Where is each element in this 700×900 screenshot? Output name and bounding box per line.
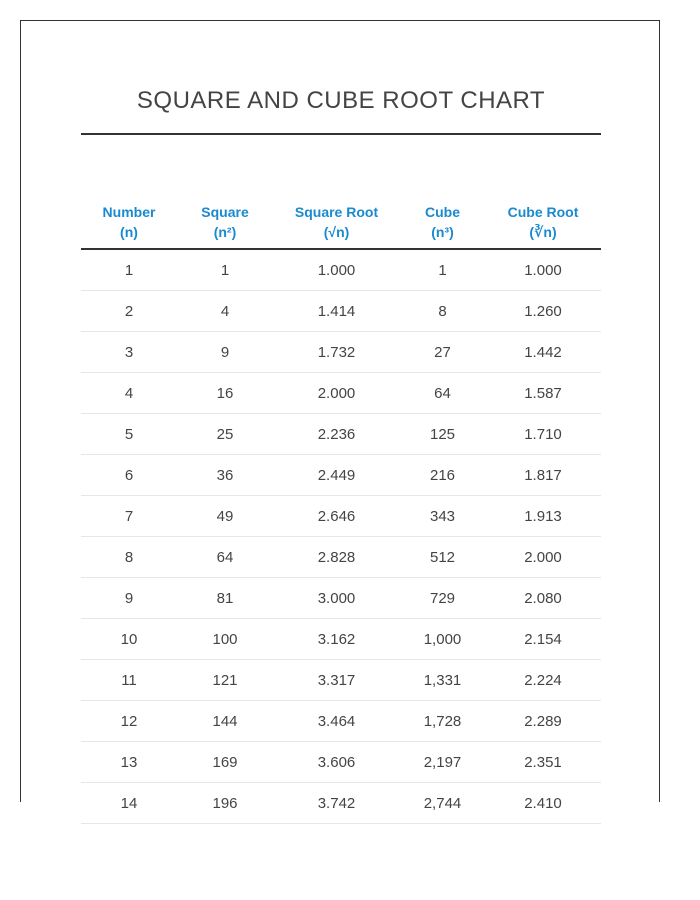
cell-cube-root: 1.260 bbox=[485, 291, 601, 332]
cell-number: 11 bbox=[81, 660, 177, 701]
column-header-notation: (√n) bbox=[323, 224, 350, 240]
cell-cube-root: 1.817 bbox=[485, 455, 601, 496]
cell-square-root: 2.646 bbox=[273, 496, 400, 537]
column-header-notation: (n³) bbox=[431, 224, 454, 240]
cell-square-root: 1.000 bbox=[273, 249, 400, 291]
table-header-row bbox=[81, 196, 601, 249]
column-header-label: Square Root bbox=[294, 204, 379, 220]
cell-square-root: 2.236 bbox=[273, 414, 400, 455]
column-header-label: Cube bbox=[425, 204, 460, 220]
cell-cube: 216 bbox=[400, 455, 485, 496]
cell-cube-root: 2.351 bbox=[485, 742, 601, 783]
table-row bbox=[81, 496, 601, 537]
cell-cube: 512 bbox=[400, 537, 485, 578]
cell-cube-root: 1.442 bbox=[485, 332, 601, 373]
cell-square-root: 3.317 bbox=[273, 660, 400, 701]
table-row bbox=[81, 414, 601, 455]
table-row bbox=[81, 455, 601, 496]
cell-cube: 729 bbox=[400, 578, 485, 619]
cell-cube-root: 1.000 bbox=[485, 249, 601, 291]
cell-number: 2 bbox=[81, 291, 177, 332]
cell-square-root: 2.449 bbox=[273, 455, 400, 496]
cell-number: 4 bbox=[81, 373, 177, 414]
column-header-square bbox=[177, 196, 273, 249]
cell-square: 4 bbox=[177, 291, 273, 332]
cell-number: 12 bbox=[81, 701, 177, 742]
cell-cube: 343 bbox=[400, 496, 485, 537]
cell-square: 121 bbox=[177, 660, 273, 701]
cell-cube: 64 bbox=[400, 373, 485, 414]
table-row bbox=[81, 537, 601, 578]
cell-square: 36 bbox=[177, 455, 273, 496]
cell-cube: 2,197 bbox=[400, 742, 485, 783]
cell-cube-root: 2.000 bbox=[485, 537, 601, 578]
cell-square: 144 bbox=[177, 701, 273, 742]
cell-cube: 8 bbox=[400, 291, 485, 332]
cell-square-root: 3.464 bbox=[273, 701, 400, 742]
cell-square: 1 bbox=[177, 249, 273, 291]
cell-number: 9 bbox=[81, 578, 177, 619]
table-row bbox=[81, 783, 601, 824]
cell-cube-root: 2.224 bbox=[485, 660, 601, 701]
column-header-label: Number bbox=[102, 204, 156, 220]
cell-cube: 125 bbox=[400, 414, 485, 455]
square-cube-root-table bbox=[81, 196, 601, 824]
cell-number: 10 bbox=[81, 619, 177, 660]
table-body bbox=[81, 249, 601, 824]
table-row bbox=[81, 578, 601, 619]
cell-number: 5 bbox=[81, 414, 177, 455]
title-divider bbox=[81, 133, 601, 135]
cell-square-root: 3.000 bbox=[273, 578, 400, 619]
cell-cube: 1,728 bbox=[400, 701, 485, 742]
cell-square: 81 bbox=[177, 578, 273, 619]
column-header-number bbox=[81, 196, 177, 249]
table-row bbox=[81, 249, 601, 291]
cell-cube-root: 1.913 bbox=[485, 496, 601, 537]
cell-number: 13 bbox=[81, 742, 177, 783]
cell-square-root: 1.414 bbox=[273, 291, 400, 332]
cell-number: 3 bbox=[81, 332, 177, 373]
page-title: SQUARE AND CUBE ROOT CHART bbox=[136, 87, 546, 114]
column-header-notation: (n) bbox=[120, 224, 138, 240]
cell-cube: 1,000 bbox=[400, 619, 485, 660]
cell-square: 64 bbox=[177, 537, 273, 578]
cell-cube-root: 1.710 bbox=[485, 414, 601, 455]
document-page bbox=[20, 20, 660, 812]
cell-cube-root: 2.154 bbox=[485, 619, 601, 660]
column-header-label: Cube Root bbox=[507, 204, 579, 220]
column-header-cube bbox=[400, 196, 485, 249]
cell-cube-root: 2.289 bbox=[485, 701, 601, 742]
cell-square: 196 bbox=[177, 783, 273, 824]
cell-number: 1 bbox=[81, 249, 177, 291]
cell-square-root: 3.162 bbox=[273, 619, 400, 660]
cell-cube: 2,744 bbox=[400, 783, 485, 824]
cell-square: 25 bbox=[177, 414, 273, 455]
cell-cube: 1,331 bbox=[400, 660, 485, 701]
cell-cube-root: 2.080 bbox=[485, 578, 601, 619]
column-header-cube-root bbox=[485, 196, 601, 249]
cell-square-root: 2.000 bbox=[273, 373, 400, 414]
table-row bbox=[81, 332, 601, 373]
column-header-notation: (n²) bbox=[213, 224, 237, 240]
cell-square: 16 bbox=[177, 373, 273, 414]
column-header-square-root bbox=[273, 196, 400, 249]
table-row bbox=[81, 660, 601, 701]
cell-number: 8 bbox=[81, 537, 177, 578]
table-row bbox=[81, 619, 601, 660]
cell-number: 7 bbox=[81, 496, 177, 537]
table-row bbox=[81, 742, 601, 783]
cell-square: 100 bbox=[177, 619, 273, 660]
cell-square-root: 1.732 bbox=[273, 332, 400, 373]
cell-number: 6 bbox=[81, 455, 177, 496]
cell-cube: 1 bbox=[400, 249, 485, 291]
table-row bbox=[81, 373, 601, 414]
table-row bbox=[81, 291, 601, 332]
cell-square: 169 bbox=[177, 742, 273, 783]
cell-square: 9 bbox=[177, 332, 273, 373]
column-header-label: Square bbox=[201, 204, 249, 220]
cell-cube-root: 1.587 bbox=[485, 373, 601, 414]
column-header-notation: (∛n) bbox=[529, 224, 557, 240]
cell-square-root: 3.606 bbox=[273, 742, 400, 783]
cell-square-root: 3.742 bbox=[273, 783, 400, 824]
table-row bbox=[81, 701, 601, 742]
cell-square-root: 2.828 bbox=[273, 537, 400, 578]
cell-number: 14 bbox=[81, 783, 177, 824]
cell-square: 49 bbox=[177, 496, 273, 537]
cell-cube: 27 bbox=[400, 332, 485, 373]
cell-cube-root: 2.410 bbox=[485, 783, 601, 824]
